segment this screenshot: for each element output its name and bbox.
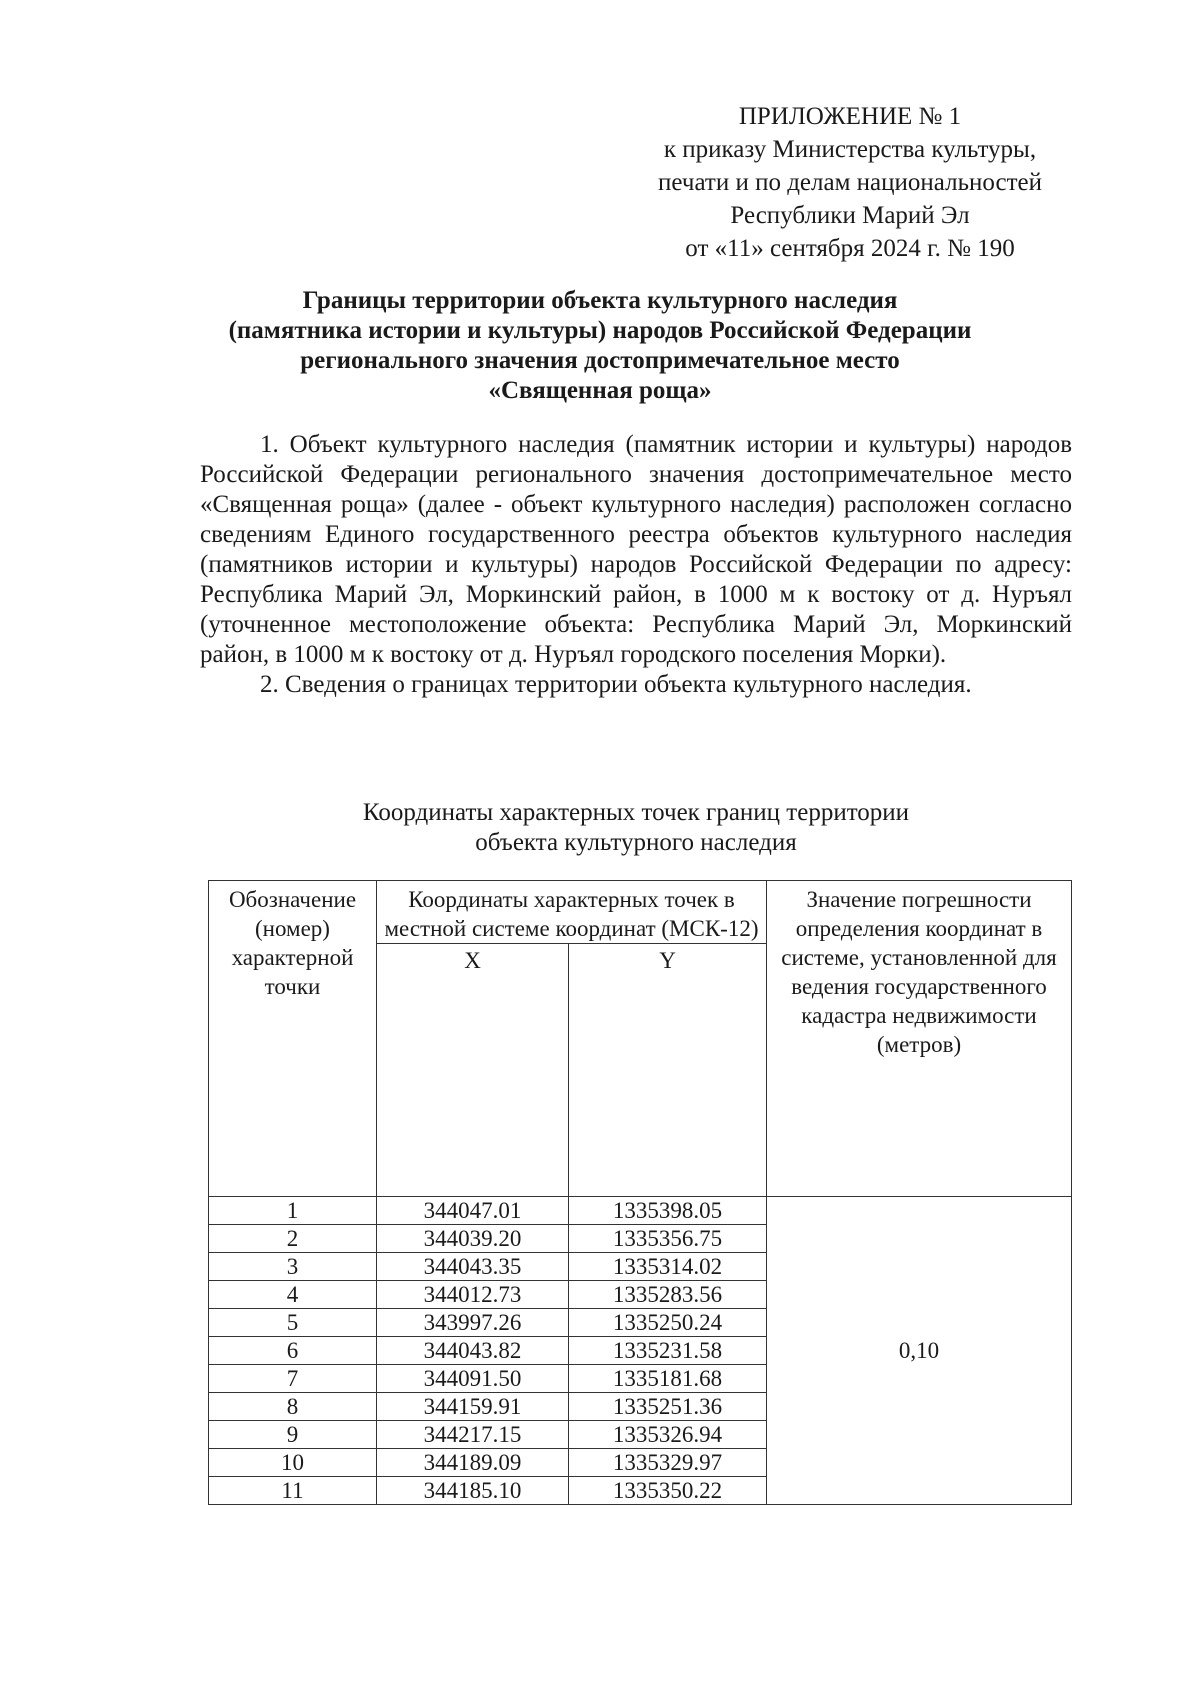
header-y: Y	[569, 944, 767, 1197]
table-body	[209, 1197, 1072, 1505]
cell-point-number: 10	[209, 1449, 377, 1477]
title-line-2: (памятника истории и культуры) народов Российской Федерации	[228, 317, 972, 344]
table-caption-line-2: объекта культурного наследия	[475, 829, 797, 856]
paragraph-2: 2. Сведения о границах территории объекта культурного наследия.	[260, 671, 972, 698]
appendix-line-2: печати и по делам национальностей	[658, 169, 1042, 196]
cell-y: 1335326.94	[569, 1421, 767, 1449]
title-line-3: регионального значения достопримечательное место	[300, 347, 900, 374]
cell-point-number: 6	[209, 1337, 377, 1365]
cell-point-number: 3	[209, 1253, 377, 1281]
cell-point-number: 7	[209, 1365, 377, 1393]
table-row	[209, 1197, 1072, 1225]
cell-x: 343997.26	[377, 1309, 569, 1337]
cell-x: 344043.35	[377, 1253, 569, 1281]
cell-point-number: 2	[209, 1225, 377, 1253]
cell-y: 1335356.75	[569, 1225, 767, 1253]
cell-x: 344039.20	[377, 1225, 569, 1253]
header-coords: Координаты характерных точек в местной системе координат (МСК-12)	[377, 881, 767, 944]
cell-x: 344043.82	[377, 1337, 569, 1365]
cell-y: 1335250.24	[569, 1309, 767, 1337]
appendix-line-1: к приказу Министерства культуры,	[663, 136, 1037, 163]
header-point: Обозначение (номер) характерной точки	[209, 881, 377, 1197]
cell-y: 1335283.56	[569, 1281, 767, 1309]
cell-point-number: 1	[209, 1197, 377, 1225]
cell-x: 344217.15	[377, 1421, 569, 1449]
cell-point-number: 9	[209, 1421, 377, 1449]
cell-x: 344091.50	[377, 1365, 569, 1393]
appendix-block	[600, 100, 1100, 265]
appendix-heading: ПРИЛОЖЕНИЕ № 1	[738, 103, 962, 130]
cell-x: 344047.01	[377, 1197, 569, 1225]
cell-y: 1335329.97	[569, 1449, 767, 1477]
cell-y: 1335398.05	[569, 1197, 767, 1225]
table-caption	[200, 798, 1072, 858]
cell-y: 1335181.68	[569, 1365, 767, 1393]
cell-y: 1335350.22	[569, 1477, 767, 1505]
cell-point-number: 8	[209, 1393, 377, 1421]
cell-y: 1335314.02	[569, 1253, 767, 1281]
cell-y: 1335231.58	[569, 1337, 767, 1365]
cell-point-number: 5	[209, 1309, 377, 1337]
document-title	[150, 286, 1050, 406]
cell-point-number: 11	[209, 1477, 377, 1505]
header-error: Значение погрешности определения координат в системе, установленной для ведения государственного кадастра недвижимости (метров)	[767, 881, 1072, 1197]
cell-x: 344159.91	[377, 1393, 569, 1421]
coordinates-table	[208, 880, 1072, 1505]
paragraph-1: 1. Объект культурного наследия (памятник истории и культуры) народов Российской Федерации регионального значения достопримечательное место «Священная роща» (далее - объект культурного наследия) расположен согласно сведениям Единого государственного реестра объектов культурного наследия (памятников истории и культуры) народов Российской Федерации по адресу: Республика Марий Эл, Моркинский район, в 1000 м к востоку от д. Нуръял (уточненное местоположение объекта: Республика Марий Эл, Моркинский район, в 1000 м к востоку от д. Нуръял городского поселения Морки).	[200, 431, 1072, 668]
table-caption-line-1: Координаты характерных точек границ территории	[362, 799, 910, 826]
cell-error-value: 0,10	[767, 1197, 1072, 1505]
appendix-line-3: Республики Марий Эл	[730, 202, 970, 229]
header-x: X	[377, 944, 569, 1197]
table-header-row	[209, 881, 1072, 944]
cell-point-number: 4	[209, 1281, 377, 1309]
title-line-4: «Священная роща»	[488, 377, 712, 404]
cell-x: 344189.09	[377, 1449, 569, 1477]
body-text	[200, 430, 1072, 700]
appendix-line-4: от «11» сентября 2024 г. № 190	[685, 235, 1015, 262]
cell-x: 344012.73	[377, 1281, 569, 1309]
cell-y: 1335251.36	[569, 1393, 767, 1421]
title-line-1: Границы территории объекта культурного наследия	[302, 287, 898, 314]
cell-x: 344185.10	[377, 1477, 569, 1505]
